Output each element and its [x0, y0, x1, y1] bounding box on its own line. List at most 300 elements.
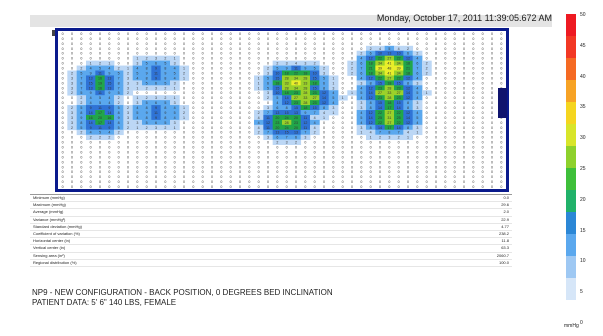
pressure-cell-value: 0: [267, 155, 269, 160]
pressure-cell-value: 0: [295, 160, 297, 165]
pressure-cell-value: 10: [378, 51, 382, 56]
pressure-cell-value: 18: [303, 71, 308, 76]
pressure-cell-value: 0: [211, 115, 213, 120]
pressure-cell-value: 0: [397, 160, 400, 165]
pressure-cell-value: 0: [71, 51, 73, 56]
pressure-cell-value: 2: [164, 56, 167, 61]
pressure-cell-value: 0: [481, 41, 484, 46]
pressure-cell-value: 0: [425, 165, 428, 170]
pressure-cell-value: 0: [360, 31, 363, 36]
pressure-cell-value: 0: [192, 66, 195, 71]
pressure-cell-value: 14: [396, 125, 401, 130]
pressure-cell-value: 12: [368, 120, 373, 125]
pressure-cell-value: 5: [80, 71, 83, 76]
pressure-cell-value: 0: [89, 185, 92, 189]
pressure-cell-value: 15: [294, 106, 298, 111]
pressure-cell-value: 3: [136, 101, 139, 106]
pressure-cell-value: 2: [99, 61, 101, 66]
pressure-cell-value: 0: [360, 46, 363, 51]
pressure-cell-value: 0: [211, 61, 213, 66]
pressure-cell-value: 0: [285, 51, 288, 56]
pressure-cell-value: 0: [99, 56, 101, 61]
pressure-cell-value: 0: [425, 175, 428, 180]
pressure-cell-value: 7: [80, 86, 83, 91]
pressure-cell-value: 0: [267, 160, 269, 165]
pressure-cell-value: 0: [304, 185, 307, 189]
stat-row: [30, 224, 512, 231]
pressure-cell-value: 0: [313, 36, 316, 41]
pressure-cell-value: 0: [323, 120, 325, 125]
pressure-cell-value: 0: [71, 180, 73, 185]
pressure-cell-value: 0: [239, 91, 241, 96]
pressure-cell-value: 0: [229, 140, 232, 145]
pressure-cell-value: 0: [435, 120, 437, 125]
pressure-cell-value: 3: [332, 106, 335, 111]
pressure-cell-value: 0: [463, 175, 465, 180]
pressure-cell-value: 2: [145, 86, 148, 91]
pressure-cell-value: 4: [276, 101, 279, 106]
pressure-cell-value: 4: [89, 96, 92, 101]
pressure-cell-value: 3: [267, 135, 269, 140]
pressure-cell-value: 0: [463, 86, 465, 91]
pressure-cell-value: 0: [61, 76, 64, 81]
pressure-cell-value: 0: [201, 185, 204, 189]
pressure-cell-value: 0: [491, 31, 493, 36]
pressure-cell-value: 0: [71, 165, 73, 170]
pressure-cell-value: 0: [360, 175, 363, 180]
pressure-cell-value: 0: [332, 130, 335, 135]
pressure-cell-value: 0: [145, 165, 148, 170]
pressure-cell-value: 4: [108, 96, 111, 101]
pressure-cell-value: 0: [435, 61, 437, 66]
pressure-cell-value: 0: [500, 180, 503, 185]
pressure-cell-value: 0: [481, 170, 484, 175]
pressure-cell-value: 0: [379, 165, 381, 170]
pressure-cell-value: 0: [61, 96, 64, 101]
pressure-cell-value: 0: [435, 86, 437, 91]
pressure-cell-value: 0: [425, 180, 428, 185]
pressure-cell-value: 0: [425, 110, 428, 115]
pressure-cell-value: 0: [201, 115, 204, 120]
pressure-cell-value: 0: [257, 31, 260, 36]
pressure-cell-value: 0: [444, 165, 447, 170]
pressure-cell-value: 0: [285, 46, 288, 51]
pressure-cell-value: 0: [239, 180, 241, 185]
pressure-cell-value: 0: [192, 56, 195, 61]
pressure-cell-value: 0: [481, 101, 484, 106]
pressure-cell-value: 0: [351, 150, 353, 155]
pressure-cell-value: 5: [388, 46, 391, 51]
pressure-cell-value: 0: [201, 106, 204, 111]
pressure-cell-value: 0: [444, 91, 447, 96]
pressure-cell-value: 34: [294, 76, 298, 81]
pressure-cell-value: 0: [136, 31, 139, 36]
pressure-cell-value: 0: [453, 101, 456, 106]
pressure-cell-value: 0: [192, 71, 195, 76]
pressure-cell-value: 0: [239, 81, 241, 86]
pressure-cell-value: 22: [378, 56, 382, 61]
pressure-cell-value: 0: [220, 91, 223, 96]
pressure-cell-value: 0: [192, 41, 195, 46]
pressure-cell-value: 0: [192, 125, 195, 130]
pressure-cell-value: 0: [229, 130, 232, 135]
pressure-cell-value: 0: [117, 56, 120, 61]
pressure-cell-value: 0: [463, 71, 465, 76]
pressure-cell-value: 2: [257, 130, 260, 135]
pressure-cell-value: 28: [303, 86, 308, 91]
pressure-cell-value: 4: [416, 86, 419, 91]
pressure-cell-value: 0: [229, 86, 232, 91]
pressure-cell-value: 0: [397, 170, 400, 175]
pressure-map[interactable]: [55, 28, 509, 192]
pressure-cell-value: 0: [117, 185, 120, 189]
pressure-cell-value: 0: [472, 175, 475, 180]
pressure-cell-value: 7: [397, 130, 400, 135]
pressure-cell-value: 12: [406, 120, 410, 125]
pressure-cell-value: 0: [444, 115, 447, 120]
pressure-cell-value: 2: [117, 96, 120, 101]
pressure-cell-value: 5: [267, 76, 269, 81]
pressure-cell-value: 0: [183, 31, 185, 36]
pressure-cell-value: 5: [145, 101, 148, 106]
pressure-cell-value: 0: [61, 61, 64, 66]
pressure-cell-value: 0: [80, 61, 83, 66]
pressure-cell-value: 0: [472, 165, 475, 170]
pressure-cell-value: 0: [99, 31, 101, 36]
pressure-cell-value: 0: [61, 110, 64, 115]
pressure-cell-value: 0: [341, 170, 344, 175]
pressure-cell-value: 0: [127, 41, 129, 46]
pressure-cell-value: 0: [117, 175, 120, 180]
pressure-cell-value: 10: [275, 71, 280, 76]
pressure-cell-value: 0: [155, 130, 157, 135]
pressure-cell-value: 1: [173, 56, 176, 61]
pressure-cell-value: 0: [416, 160, 419, 165]
pressure-cell-value: 0: [435, 175, 437, 180]
pressure-cell-value: 0: [444, 150, 447, 155]
pressure-cell-value: 0: [295, 175, 297, 180]
pressure-cell-value: 0: [295, 180, 297, 185]
pressure-cell-value: 3: [267, 106, 269, 111]
pressure-cell-value: 5: [117, 106, 120, 111]
pressure-cell-value: 0: [164, 135, 167, 140]
pressure-cell-value: 0: [164, 170, 167, 175]
pressure-cell-value: 3: [136, 120, 139, 125]
pressure-cell-value: 8: [285, 106, 288, 111]
pressure-cell-value: 0: [267, 185, 269, 189]
pressure-cell-value: 0: [407, 155, 409, 160]
pressure-cell-value: 6: [295, 135, 297, 140]
pressure-cell-value: 6: [360, 61, 363, 66]
pressure-cell-value: 0: [229, 155, 232, 160]
pressure-cell-value: 0: [248, 155, 251, 160]
pressure-cell-value: 0: [248, 115, 251, 120]
pressure-cell-value: 0: [201, 150, 204, 155]
pressure-cell-value: 13: [294, 130, 298, 135]
pressure-cell-value: 0: [481, 51, 484, 56]
pressure-cell-value: 0: [248, 160, 251, 165]
pressure-cell-value: 0: [267, 170, 269, 175]
pressure-cell-value: 0: [425, 46, 428, 51]
pressure-cell-value: 0: [80, 145, 83, 150]
pressure-cell-value: 0: [453, 46, 456, 51]
pressure-cell-value: 0: [369, 165, 372, 170]
pressure-cell-value: 0: [80, 140, 83, 145]
pressure-cell-value: 0: [323, 185, 325, 189]
pressure-cell-value: 41: [387, 71, 392, 76]
pressure-cell-value: 0: [220, 106, 223, 111]
pressure-cell-value: 0: [99, 41, 101, 46]
pressure-cell-value: 0: [145, 155, 148, 160]
pressure-cell-value: 0: [435, 51, 437, 56]
pressure-cell-value: 0: [71, 175, 73, 180]
pressure-cell-value: 8: [323, 86, 325, 91]
pressure-cell-value: 0: [304, 36, 307, 41]
pressure-cell-value: 0: [211, 170, 213, 175]
pressure-cell-value: 0: [285, 41, 288, 46]
pressure-cell-value: 0: [80, 170, 83, 175]
pressure-cell-value: 0: [453, 140, 456, 145]
color-legend: [566, 12, 586, 326]
pressure-cell-value: 2: [416, 51, 419, 56]
pressure-cell-value: 4: [173, 115, 176, 120]
pressure-cell-value: 0: [220, 56, 223, 61]
pressure-cell-value: 11: [154, 110, 158, 115]
pressure-cell-value: 0: [444, 96, 447, 101]
pressure-cell-value: 0: [257, 51, 260, 56]
pressure-cell-value: 6: [323, 81, 325, 86]
pressure-cell-value: 0: [276, 155, 279, 160]
pressure-cell-value: 0: [201, 135, 204, 140]
pressure-cell-value: 0: [145, 185, 148, 189]
pressure-cell-value: 2: [351, 71, 353, 76]
pressure-cell-value: 0: [220, 86, 223, 91]
pressure-cell-value: 2: [108, 135, 111, 140]
pressure-cell-value: 0: [491, 140, 493, 145]
pressure-cell-value: 23: [294, 120, 298, 125]
pressure-cell-value: 0: [229, 170, 232, 175]
pressure-cell-value: 0: [211, 140, 213, 145]
stat-row: [30, 253, 512, 260]
pressure-cell-value: 0: [89, 160, 92, 165]
pressure-cell-value: 9: [108, 106, 111, 111]
pressure-cell-value: 3: [127, 110, 129, 115]
pressure-cell-value: 2: [71, 71, 73, 76]
pressure-cell-value: 0: [89, 56, 92, 61]
pressure-cell-value: 0: [155, 31, 157, 36]
pressure-cell-value: 0: [201, 120, 204, 125]
pressure-cell-value: 0: [425, 96, 428, 101]
stat-label: Coefficient of variation (%): [33, 230, 80, 236]
pressure-cell-value: 9: [164, 110, 167, 115]
pressure-cell-value: 0: [71, 135, 73, 140]
pressure-cell-value: 0: [201, 110, 204, 115]
pressure-cell-value: 0: [444, 81, 447, 86]
pressure-cell-value: 0: [239, 106, 241, 111]
pressure-cell-value: 0: [416, 46, 419, 51]
pressure-cell-value: 0: [201, 165, 204, 170]
pressure-cell-value: 0: [61, 185, 64, 189]
pressure-cell-value: 0: [220, 76, 223, 81]
pressure-cell-value: 0: [164, 46, 167, 51]
pressure-cell-value: 0: [341, 61, 344, 66]
pressure-cell-value: 0: [351, 110, 353, 115]
pressure-cell-value: 12: [368, 96, 373, 101]
pressure-cell-value: 0: [416, 150, 419, 155]
pressure-cell-value: 0: [463, 56, 465, 61]
pressure-cell-value: 0: [481, 76, 484, 81]
pressure-cell-value: 0: [397, 150, 400, 155]
pressure-cell-value: 0: [229, 115, 232, 120]
pressure-cell-value: 18: [275, 81, 280, 86]
pressure-cell-value: 23: [312, 101, 317, 106]
pressure-cell-value: 0: [369, 180, 372, 185]
pressure-cell-value: 4: [360, 120, 363, 125]
pressure-cell-value: 0: [472, 31, 475, 36]
pressure-cell-value: 0: [220, 120, 223, 125]
pressure-cell-value: 3: [71, 86, 73, 91]
pressure-cell-value: 0: [500, 56, 503, 61]
pressure-cell-value: 0: [80, 165, 83, 170]
pressure-cell-value: 0: [360, 41, 363, 46]
pressure-cell-value: 0: [248, 61, 251, 66]
pressure-cell-value: 0: [397, 145, 400, 150]
pressure-cell-value: 0: [463, 31, 465, 36]
pressure-cell-value: 0: [481, 96, 484, 101]
pressure-cell-value: 1: [416, 130, 419, 135]
pressure-cell-value: 4: [173, 76, 176, 81]
pressure-cell-value: 0: [285, 160, 288, 165]
stat-row: [30, 195, 512, 202]
pressure-cell-value: 0: [463, 170, 465, 175]
pressure-cell-value: 1: [136, 86, 139, 91]
pressure-cell-value: 0: [173, 155, 176, 160]
pressure-cell-value: 8: [323, 106, 325, 111]
pressure-cell-value: 1: [183, 106, 185, 111]
pressure-cell-value: 0: [369, 170, 372, 175]
pressure-cell-value: 0: [341, 106, 344, 111]
pressure-cell-value: 0: [472, 56, 475, 61]
pressure-cell-value: 0: [379, 160, 381, 165]
pressure-cell-value: 0: [257, 155, 260, 160]
pressure-cell-value: 0: [323, 130, 325, 135]
pressure-cell-value: 0: [444, 46, 447, 51]
pressure-cell-value: 0: [341, 31, 344, 36]
stat-value: 2.0: [503, 209, 509, 215]
pressure-cell-value: 0: [99, 140, 101, 145]
pressure-cell-value: 2: [407, 46, 409, 51]
pressure-cell-value: 9: [155, 66, 157, 71]
pressure-cell-value: 0: [491, 106, 493, 111]
pressure-cell-value: 0: [323, 125, 325, 130]
pressure-cell-value: 0: [183, 180, 185, 185]
pressure-cell-value: 0: [192, 110, 195, 115]
pressure-cell-value: 0: [136, 150, 139, 155]
pressure-cell-value: 0: [164, 180, 167, 185]
pressure-cell-value: 17: [98, 110, 102, 115]
pressure-cell-value: 15: [284, 130, 289, 135]
pressure-cell-value: 3: [267, 71, 269, 76]
pressure-cell-value: 0: [61, 86, 64, 91]
pressure-cell-value: 0: [248, 101, 251, 106]
pressure-cell-value: 5: [173, 71, 176, 76]
pressure-cell-value: 0: [61, 135, 64, 140]
stat-row: [30, 202, 512, 209]
pressure-map-grid: [58, 31, 506, 189]
pressure-cell-value: 0: [220, 46, 223, 51]
pressure-cell-value: 0: [388, 36, 391, 41]
pressure-cell-value: 0: [229, 46, 232, 51]
pressure-cell-value: 0: [164, 51, 167, 56]
pressure-cell-value: 0: [453, 185, 456, 189]
pressure-cell-value: 0: [239, 160, 241, 165]
pressure-cell-value: 0: [257, 46, 260, 51]
pressure-cell-value: 4: [379, 46, 381, 51]
pressure-cell-value: 15: [284, 110, 289, 115]
pressure-cell-value: 0: [397, 155, 400, 160]
pressure-cell-value: 0: [89, 31, 92, 36]
pressure-cell-value: 0: [211, 46, 213, 51]
pressure-cell-value: 0: [201, 76, 204, 81]
pressure-cell-value: 23: [294, 101, 298, 106]
pressure-cell-value: 0: [323, 46, 325, 51]
pressure-cell-value: 15: [312, 86, 317, 91]
pressure-cell-value: 0: [453, 145, 456, 150]
pressure-cell-value: 3: [71, 120, 73, 125]
pressure-cell-value: 0: [99, 165, 101, 170]
pressure-cell-value: 0: [341, 150, 344, 155]
pressure-cell-value: 0: [304, 150, 307, 155]
pressure-cell-value: 7: [285, 135, 288, 140]
pressure-cell-value: 1: [341, 96, 344, 101]
pressure-cell-value: 0: [164, 145, 167, 150]
pressure-cell-value: 0: [481, 125, 484, 130]
pressure-cell-value: 0: [295, 51, 297, 56]
pressure-cell-value: 0: [127, 56, 129, 61]
pressure-cell-value: 0: [313, 175, 316, 180]
pressure-cell-value: 0: [276, 170, 279, 175]
pressure-cell-value: 0: [463, 185, 465, 189]
pressure-cell-value: 0: [136, 160, 139, 165]
pressure-cell-value: 8: [117, 110, 120, 115]
pressure-cell-value: 9: [108, 91, 111, 96]
pressure-cell-value: 0: [183, 51, 185, 56]
pressure-cell-value: 0: [211, 150, 213, 155]
pressure-cell-value: 0: [500, 175, 503, 180]
pressure-cell-value: 0: [248, 31, 251, 36]
pressure-cell-value: 0: [388, 41, 391, 46]
pressure-cell-value: 0: [201, 125, 204, 130]
pressure-cell-value: 13: [107, 76, 112, 81]
pressure-cell-value: 0: [211, 81, 213, 86]
pressure-cell-value: 0: [491, 76, 493, 81]
pressure-cell-value: 0: [183, 135, 185, 140]
pressure-cell-value: 8: [164, 106, 167, 111]
pressure-cell-value: 27: [294, 96, 298, 101]
pressure-cell-value: 0: [201, 61, 204, 66]
pressure-cell-value: 0: [61, 56, 64, 61]
pressure-cell-value: 0: [211, 130, 213, 135]
pressure-cell-value: 3: [360, 106, 363, 111]
pressure-cell-value: 0: [444, 120, 447, 125]
pressure-cell-value: 5: [164, 61, 167, 66]
map-side-tab[interactable]: [498, 88, 507, 118]
pressure-cell-value: 0: [108, 155, 111, 160]
pressure-cell-value: 0: [472, 130, 475, 135]
pressure-cell-value: 0: [145, 150, 148, 155]
pressure-cell-value: 9: [304, 66, 307, 71]
pressure-cell-value: 8: [80, 120, 83, 125]
